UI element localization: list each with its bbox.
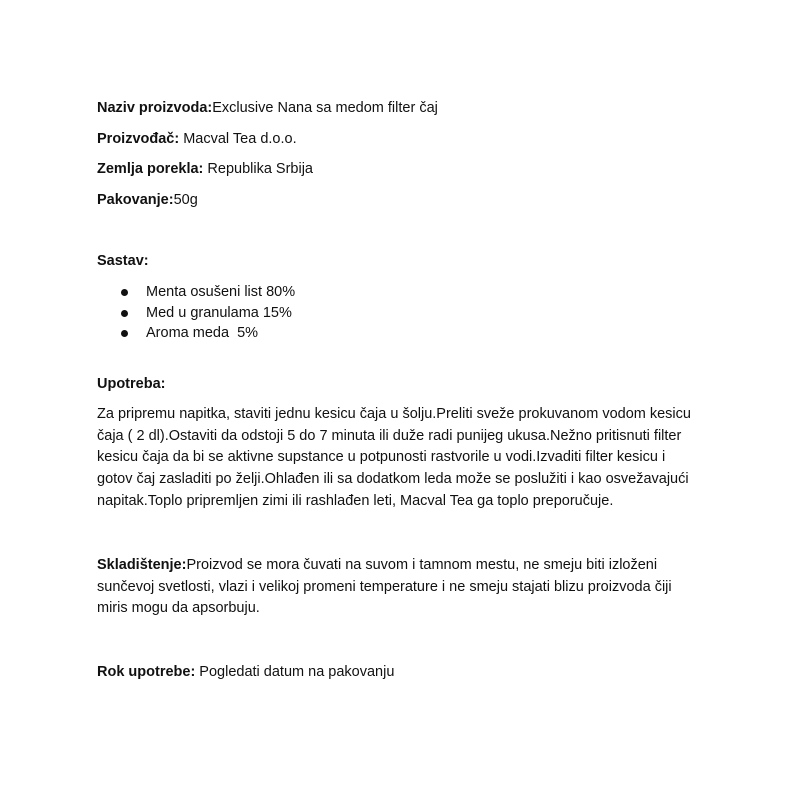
country-of-origin-label: Zemlja porekla:: [97, 161, 204, 177]
manufacturer-value: Macval Tea d.o.o.: [179, 131, 297, 147]
list-item: [97, 303, 295, 324]
usage-line: čaja ( 2 dl).Ostaviti da odstoji 5 do 7 minuta ili duže radi punijeg ukusa.Nežno pritisnuti filter: [97, 427, 682, 444]
storage-line: sunčevoj svetlosti, vlazi i velikoj promeni temperature i ne smeju stajati blizu proizvoda čiji: [97, 578, 672, 595]
composition-item: Med u granulama 15%: [146, 304, 292, 321]
storage-line: miris mogu da apsorbuju.: [97, 600, 260, 617]
product-name-label: Naziv proizvoda:: [97, 100, 213, 116]
packaging-label: Pakovanje:: [97, 192, 174, 208]
expiry-line: [97, 662, 394, 682]
list-item: [97, 323, 295, 344]
bullet-icon: [121, 330, 128, 337]
storage-paragraph: [97, 555, 717, 620]
packaging-line: [97, 190, 198, 210]
packaging-value: 50g: [173, 192, 198, 208]
usage-heading: Upotreba:: [97, 376, 166, 392]
country-of-origin-line: [97, 159, 313, 179]
usage-line: kesicu čaja da bi se aktivne supstance u potpunosti rastvorile u vodi.Izvaditi filter kesicu i: [97, 449, 666, 466]
bullet-icon: [121, 289, 128, 296]
product-name-line: [97, 98, 438, 118]
composition-item: Menta osušeni list 80%: [146, 284, 296, 300]
list-item: [97, 282, 295, 303]
usage-line: napitak.Toplo pripremljen zimi ili rashlađen leti, Macval Tea ga toplo preporučuje.: [97, 492, 614, 509]
usage-paragraph: [97, 404, 717, 513]
product-name-value: Exclusive Nana sa medom filter čaj: [212, 100, 438, 116]
usage-line: Za pripremu napitka, staviti jednu kesicu čaja u šolju.Preliti sveže prokuvanom vodom kesicu: [97, 406, 691, 422]
usage-line: gotov čaj zasladiti po želji.Ohlađen ili sa dodatkom leda može se poslužiti i kao osvežavajući: [97, 471, 689, 488]
composition-heading: Sastav:: [97, 253, 149, 269]
composition-item: Aroma meda 5%: [146, 325, 259, 341]
bullet-icon: [121, 310, 128, 317]
manufacturer-label: Proizvođač:: [97, 131, 180, 147]
storage-label: Skladištenje:: [97, 557, 187, 573]
expiry-value: Pogledati datum na pakovanju: [195, 664, 395, 680]
country-of-origin-value: Republika Srbija: [203, 161, 313, 177]
composition-list: [97, 282, 295, 344]
expiry-label: Rok upotrebe:: [97, 664, 196, 680]
storage-line: Skladištenje:Proizvod se mora čuvati na suvom i tamnom mestu, ne smeju biti izloženi: [97, 557, 658, 573]
manufacturer-line: [97, 129, 297, 149]
